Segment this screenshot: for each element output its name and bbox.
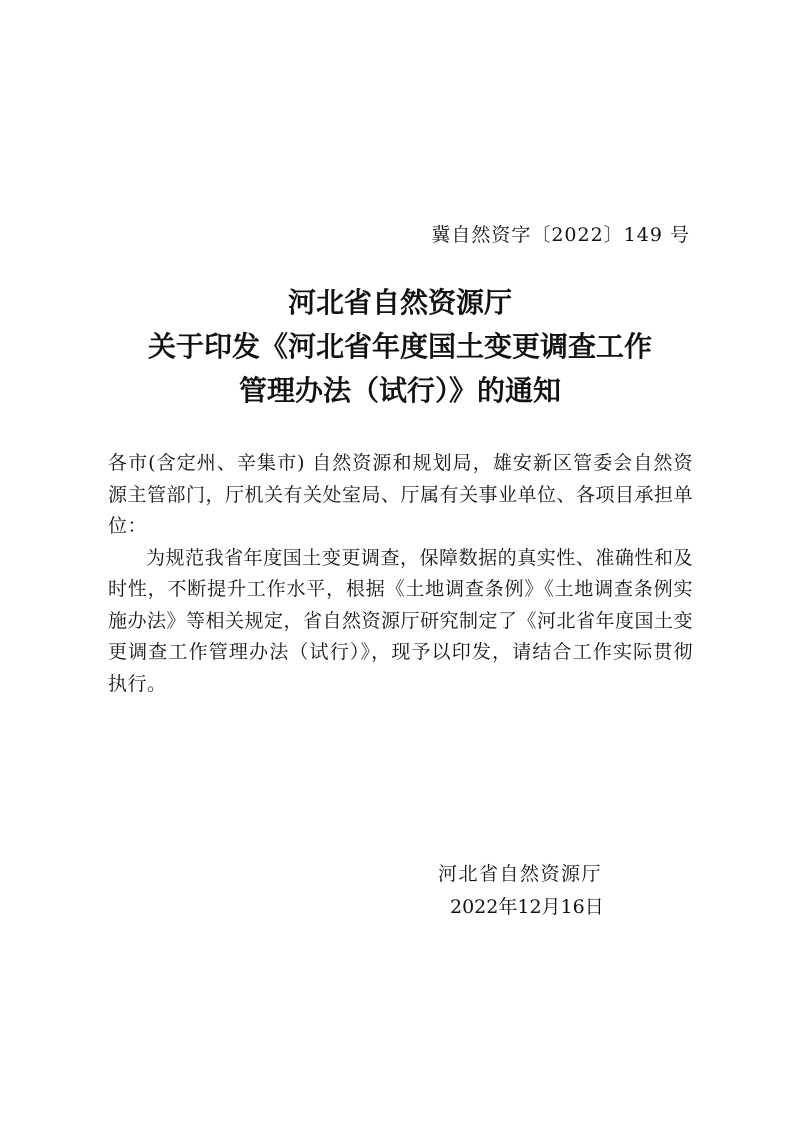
document-number: 冀自然资字〔2022〕149 号 (431, 224, 690, 246)
addressee-paragraph: 各市(含定州、辛集市) 自然资源和规划局，雄安新区管委会自然资源主管部门，厅机关有关处室局、厅属有关事业单位、各项目承担单位： (108, 452, 694, 537)
document-body (108, 448, 693, 700)
title-line-3: 管理办法（试行）》的通知 (238, 374, 561, 407)
body-paragraph: 为规范我省年度国土变更调查，保障数据的真实性、准确性和及时性，不断提升工作水平，根据《土地调查条例》《土地调查条例实施办法》等相关规定，省自然资源厅研究制定了《河北省年度国土变更调查工作管理办法（试行）》，现予以印发，请结合工作实际贯彻执行。 (108, 546, 694, 695)
signature-date: 2022年12月16日 (450, 896, 604, 918)
title-line-1: 河北省自然资源厅 (287, 286, 512, 319)
document-title (0, 281, 800, 413)
signature-organization: 河北省自然资源厅 (438, 863, 603, 885)
title-line-2: 关于印发《河北省年度国土变更调查工作 (147, 330, 652, 363)
signature-block (438, 858, 604, 924)
